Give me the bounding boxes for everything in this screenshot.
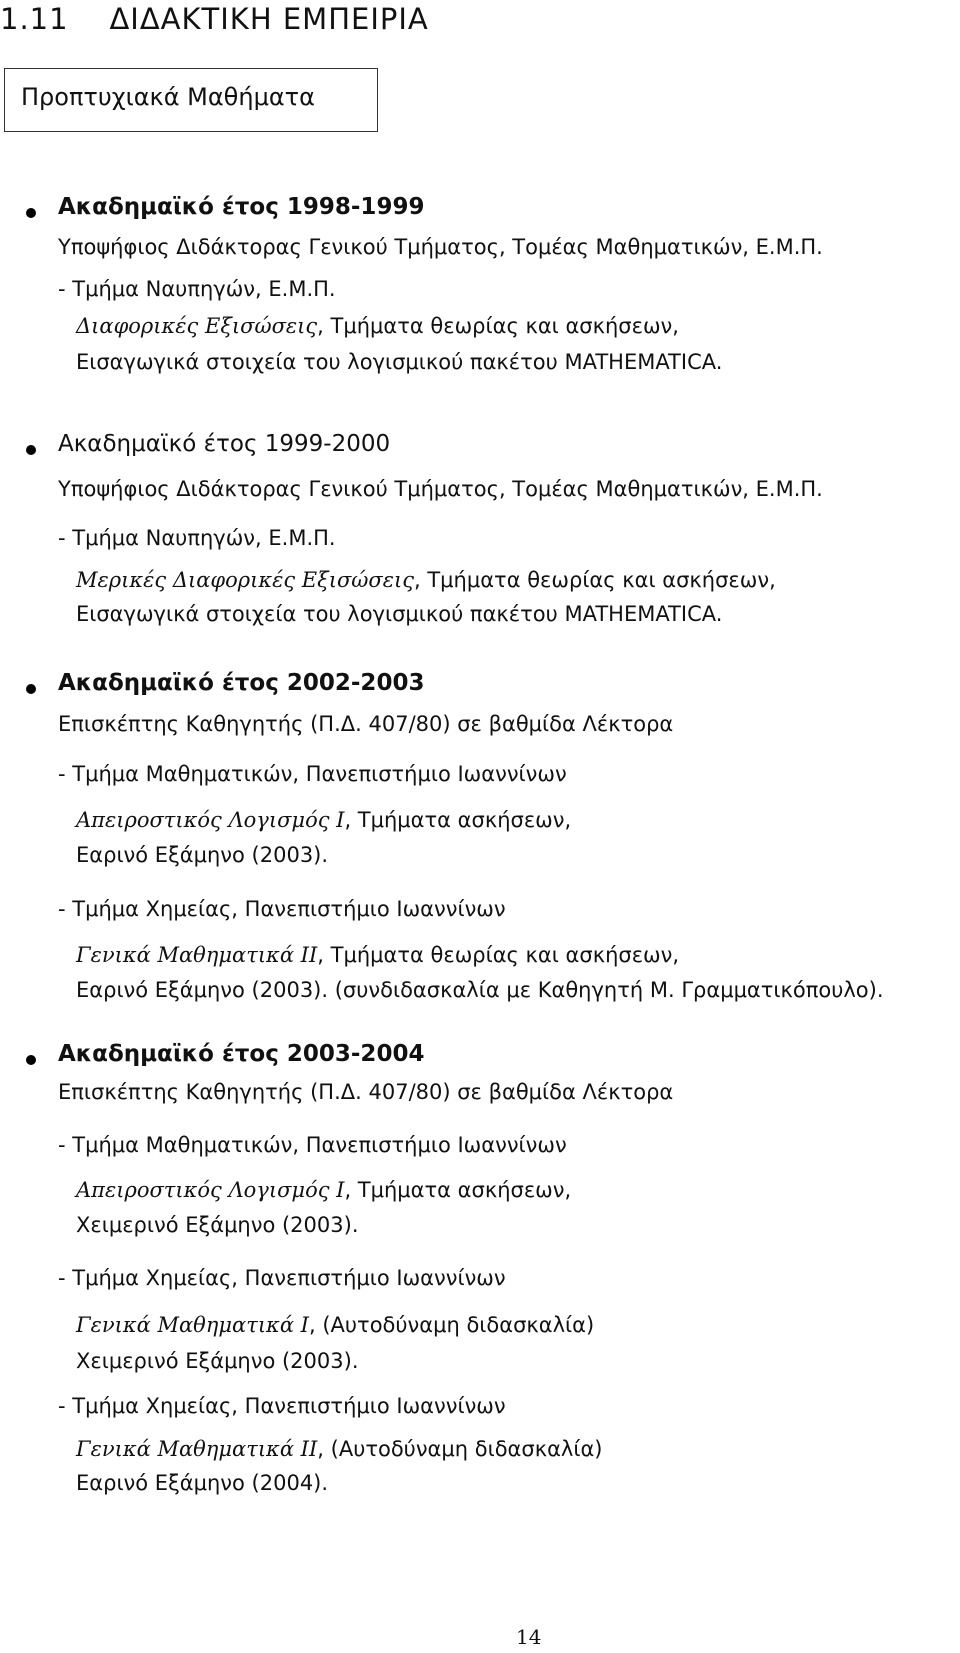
- course-2003-chem-1: [76, 1313, 594, 1337]
- department-2003-chem-1: - Τμήμα Χημείας, Πανεπιστήμιο Ιωαννίνων: [58, 1266, 506, 1290]
- course-line2-2003-math: Χειμερινό Εξάμηνο (2003).: [76, 1213, 359, 1237]
- course-1998: [76, 314, 679, 338]
- department-2003-chem-2: - Τμήμα Χημείας, Πανεπιστήμιο Ιωαννίνων: [58, 1394, 506, 1418]
- department-1999: - Τμήμα Ναυπηγών, Ε.Μ.Π.: [58, 526, 336, 550]
- course-name: Γενικά Μαθηματικά ΙΙ: [76, 943, 318, 967]
- course-detail: , Τμήματα θεωρίας και ασκήσεων,: [414, 568, 776, 592]
- position-2002: Επισκέπτης Καθηγητής (Π.Δ. 407/80) σε βαθμίδα Λέκτορα: [58, 712, 674, 736]
- position-1998: Υποψήφιος Διδάκτορας Γενικού Τμήματος, Τομέας Μαθηματικών, Ε.Μ.Π.: [58, 235, 823, 259]
- subsection-title: Προπτυχιακά Μαθήματα: [21, 83, 315, 111]
- bullet-1998: [26, 208, 36, 218]
- course-2003-chem-2: [76, 1437, 603, 1461]
- course-detail: , Τμήματα θεωρίας και ασκήσεων,: [317, 314, 679, 338]
- course-line2-1999: Εισαγωγικά στοιχεία του λογισμικού πακέτου MATHEMATICA.: [76, 602, 723, 626]
- course-detail: , Τμήματα θεωρίας και ασκήσεων,: [317, 943, 680, 967]
- position-2003: Επισκέπτης Καθηγητής (Π.Δ. 407/80) σε βαθμίδα Λέκτορα: [58, 1080, 674, 1104]
- course-2002-math: [76, 808, 571, 832]
- year-heading-1998: Ακαδημαϊκό έτος 1998-1999: [58, 194, 425, 220]
- course-line2-1998: Εισαγωγικά στοιχεία του λογισμικού πακέτου MATHEMATICA.: [76, 350, 723, 374]
- subsection-box: [4, 68, 378, 132]
- course-2002-chem: [76, 943, 679, 967]
- course-name: Διαφορικές Εξισώσεις: [76, 314, 318, 338]
- course-name: Απειροστικός Λογισμός Ι: [76, 1178, 345, 1202]
- page-number: 14: [516, 1625, 542, 1649]
- department-2003-math: - Τμήμα Μαθηματικών, Πανεπιστήμιο Ιωαννίνων: [58, 1133, 567, 1157]
- bullet-2002: [26, 684, 36, 694]
- course-name: Μερικές Διαφορικές Εξισώσεις: [76, 568, 414, 592]
- department-2002-chem: - Τμήμα Χημείας, Πανεπιστήμιο Ιωαννίνων: [58, 897, 506, 921]
- course-2003-math: [76, 1178, 571, 1202]
- course-name: Γενικά Μαθηματικά ΙΙ: [76, 1437, 318, 1461]
- section-number: 1.11: [0, 2, 69, 36]
- course-1999: [76, 568, 776, 592]
- course-name: Απειροστικός Λογισμός Ι: [76, 808, 345, 832]
- section-heading: [0, 2, 429, 36]
- course-line2-2002-chem: Εαρινό Εξάμηνο (2003). (συνδιδασκαλία με Καθηγητή Μ. Γραμματικόπουλο).: [76, 978, 884, 1002]
- course-detail: , (Αυτοδύναμη διδασκαλία): [317, 1437, 603, 1461]
- course-detail: , (Αυτοδύναμη διδασκαλία): [308, 1313, 595, 1337]
- department-2002-math: - Τμήμα Μαθηματικών, Πανεπιστήμιο Ιωαννίνων: [58, 762, 567, 786]
- year-heading-2002: Ακαδημαϊκό έτος 2002-2003: [58, 670, 425, 696]
- course-name: Γενικά Μαθηματικά Ι: [76, 1313, 309, 1337]
- course-line2-2003-chem-1: Χειμερινό Εξάμηνο (2003).: [76, 1349, 359, 1373]
- bullet-2003: [26, 1055, 36, 1065]
- course-line2-2003-chem-2: Εαρινό Εξάμηνο (2004).: [76, 1471, 329, 1495]
- course-detail: , Τμήματα ασκήσεων,: [344, 808, 572, 832]
- course-line2-2002-math: Εαρινό Εξάμηνο (2003).: [76, 843, 329, 867]
- year-heading-2003: Ακαδημαϊκό έτος 2003-2004: [58, 1041, 425, 1067]
- year-heading-1999: Ακαδημαϊκό έτος 1999-2000: [58, 431, 391, 457]
- section-title: ΔΙΔΑΚΤΙΚΗ ΕΜΠΕΙΡΙΑ: [109, 2, 429, 36]
- position-1999: Υποψήφιος Διδάκτορας Γενικού Τμήματος, Τομέας Μαθηματικών, Ε.Μ.Π.: [58, 477, 823, 501]
- bullet-1999: [26, 445, 36, 455]
- course-detail: , Τμήματα ασκήσεων,: [344, 1178, 572, 1202]
- department-1998: - Τμήμα Ναυπηγών, Ε.Μ.Π.: [58, 277, 336, 301]
